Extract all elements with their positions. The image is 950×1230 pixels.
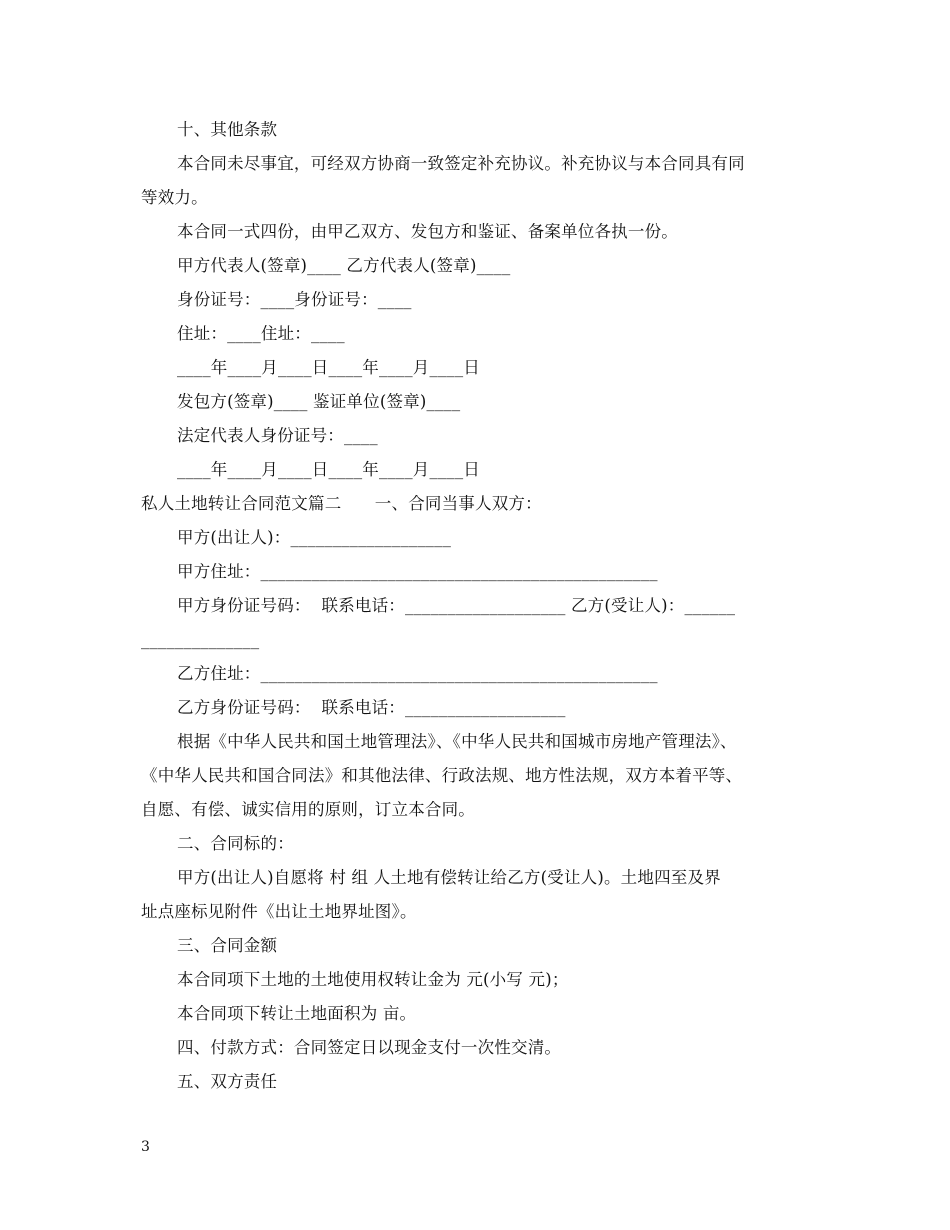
legal-rep-id-line: 法定代表人身份证号：____ — [177, 426, 378, 445]
section-heading-other-terms: 十、其他条款 — [177, 120, 278, 139]
signature-line: 甲方代表人(签章)____ 乙方代表人(签章)____ — [177, 256, 511, 275]
paragraph-line: 本合同项下土地的土地使用权转让金为 元(小写 元)； — [177, 970, 569, 989]
address-line: 住址：____住址：____ — [177, 324, 345, 343]
party-b-id-line: 乙方身份证号码： 联系电话：___________________ — [177, 698, 566, 717]
section-heading-payment: 四、付款方式：合同签定日以现金支付一次性交清。 — [177, 1038, 562, 1057]
paragraph-line: 《中华人民共和国合同法》和其他法律、行政法规、地方性法规，双方本着平等、 — [141, 766, 743, 785]
paragraph-line: 本合同一式四份，由甲乙双方、发包方和鉴证、备案单位各执一份。 — [177, 222, 678, 241]
date-line: ____年____月____日____年____月____日 — [177, 358, 480, 377]
paragraph-line: 址点座标见附件《出让土地界址图》。 — [141, 902, 417, 921]
section-title-part-two: 私人土地转让合同范文篇二 一、合同当事人双方： — [141, 494, 542, 513]
date-line: ____年____月____日____年____月____日 — [177, 460, 480, 479]
signature-line: 发包方(签章)____ 鉴证单位(签章)____ — [177, 392, 461, 411]
paragraph-line: 甲方(出让人)自愿将 村 组 人土地有偿转让给乙方(受让人)。土地四至及界 — [177, 868, 721, 887]
paragraph-line: 本合同项下转让土地面积为 亩。 — [177, 1004, 417, 1023]
section-heading-subject: 二、合同标的： — [177, 834, 294, 853]
blank-underline: ______________ — [141, 630, 260, 649]
page-number: 3 — [141, 1139, 150, 1155]
party-a-address-line: 甲方住址：_______________________________________________ — [177, 562, 658, 581]
paragraph-line: 等效力。 — [141, 188, 208, 207]
section-heading-amount: 三、合同金额 — [177, 936, 278, 955]
party-b-address-line: 乙方住址：_______________________________________________ — [177, 664, 658, 683]
paragraph-line: 根据《中华人民共和国土地管理法》、《中华人民共和国城市房地产管理法》、 — [177, 732, 737, 751]
id-number-line: 身份证号：____身份证号：____ — [177, 290, 412, 309]
party-a-id-line: 甲方身份证号码： 联系电话：___________________ 乙方(受让人)：______ — [177, 596, 736, 615]
section-heading-responsibilities: 五、双方责任 — [177, 1072, 278, 1091]
paragraph-line: 自愿、有偿、诚实信用的原则，订立本合同。 — [141, 800, 475, 819]
paragraph-line: 本合同未尽事宜，可经双方协商一致签定补充协议。补充协议与本合同具有同 — [177, 154, 745, 173]
party-a-line: 甲方(出让人)：___________________ — [177, 528, 452, 547]
